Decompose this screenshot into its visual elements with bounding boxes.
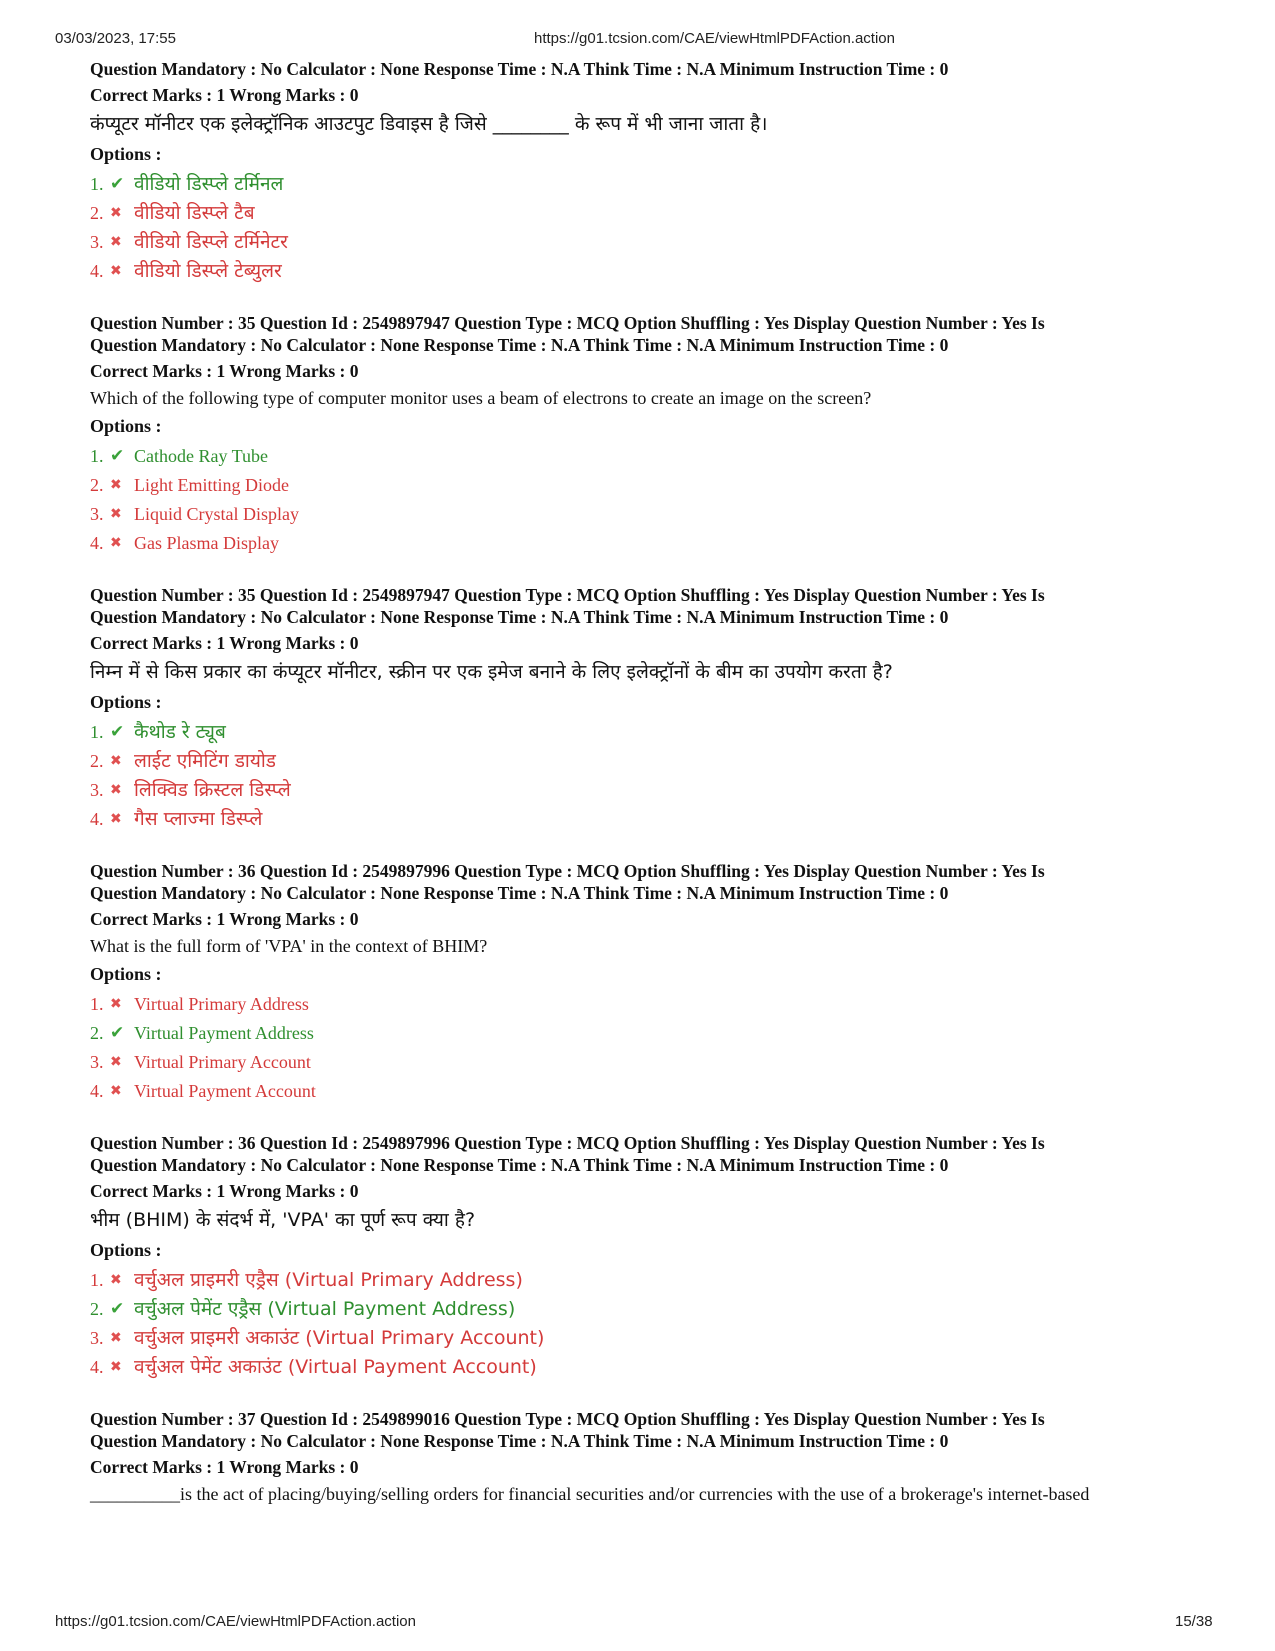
option-item bbox=[90, 776, 1200, 805]
question-meta-line: Question Mandatory : No Calculator : None Response Time : N.A Think Time : N.A Minimum Instruction Time : 0 bbox=[90, 1431, 949, 1451]
question-block bbox=[90, 584, 1200, 834]
option-number: 3. bbox=[90, 1328, 104, 1348]
option-number: 3. bbox=[90, 232, 104, 252]
option-text: वीडियो डिस्प्ले टेब्युलर bbox=[134, 260, 282, 282]
option-number: 1. bbox=[90, 722, 104, 742]
cross-icon: ✖ bbox=[110, 753, 122, 769]
page-number: 15/38 bbox=[1175, 1613, 1213, 1630]
cross-icon: ✖ bbox=[110, 1330, 122, 1346]
options-list bbox=[90, 718, 1200, 834]
question-meta-line: Question Number : 35 Question Id : 2549897947 Question Type : MCQ Option Shuffling : Yes Display Question Number : Yes Is bbox=[90, 585, 1045, 605]
cross-icon: ✖ bbox=[110, 477, 122, 493]
options-label: Options : bbox=[90, 1240, 162, 1260]
option-item bbox=[90, 1077, 1200, 1106]
option-text: गैस प्लाज्मा डिस्प्ले bbox=[134, 808, 263, 830]
marks-line: Correct Marks : 1 Wrong Marks : 0 bbox=[90, 1181, 359, 1201]
option-item bbox=[90, 529, 1200, 558]
option-number: 2. bbox=[90, 475, 104, 495]
options-list bbox=[90, 990, 1200, 1106]
option-item bbox=[90, 199, 1200, 228]
question-text: कंप्यूटर मॉनीटर एक इलेक्ट्रॉनिक आउटपुट डिवाइस है जिसे ________ के रूप में भी जाना जाता है। bbox=[90, 113, 768, 135]
marks-line: Correct Marks : 1 Wrong Marks : 0 bbox=[90, 1457, 359, 1477]
option-text: कैथोड रे ट्यूब bbox=[134, 721, 226, 743]
option-number: 1. bbox=[90, 1270, 104, 1290]
cross-icon: ✖ bbox=[110, 234, 122, 250]
option-text: Virtual Primary Address bbox=[134, 994, 309, 1014]
question-text: भीम (BHIM) के संदर्भ में, 'VPA' का पूर्ण रूप क्या है? bbox=[90, 1209, 476, 1231]
option-number: 4. bbox=[90, 1081, 104, 1101]
question-block-37 bbox=[90, 1408, 1200, 1506]
print-datetime: 03/03/2023, 17:55 bbox=[55, 30, 176, 47]
option-text: Liquid Crystal Display bbox=[134, 504, 299, 524]
cross-icon: ✖ bbox=[110, 782, 122, 798]
question-meta-line: Question Mandatory : No Calculator : None Response Time : N.A Think Time : N.A Minimum Instruction Time : 0 bbox=[90, 883, 949, 903]
checkmark-icon: ✔ bbox=[110, 446, 125, 466]
question-blocks bbox=[90, 312, 1200, 1382]
question-meta-line: Question Number : 35 Question Id : 2549897947 Question Type : MCQ Option Shuffling : Yes Display Question Number : Yes Is bbox=[90, 313, 1045, 333]
option-item bbox=[90, 1048, 1200, 1077]
option-item bbox=[90, 1019, 1200, 1048]
option-number: 1. bbox=[90, 174, 104, 194]
cross-icon: ✖ bbox=[110, 1272, 122, 1288]
question-meta-line: Question Mandatory : No Calculator : None Response Time : N.A Think Time : N.A Minimum Instruction Time : 0 bbox=[90, 59, 949, 79]
options-list bbox=[90, 442, 1200, 558]
option-number: 4. bbox=[90, 533, 104, 553]
option-number: 3. bbox=[90, 504, 104, 524]
marks-line: Correct Marks : 1 Wrong Marks : 0 bbox=[90, 909, 359, 929]
question-block bbox=[90, 312, 1200, 558]
option-number: 2. bbox=[90, 1023, 104, 1043]
option-text: Gas Plasma Display bbox=[134, 533, 279, 553]
question-meta-line: Question Mandatory : No Calculator : None Response Time : N.A Think Time : N.A Minimum Instruction Time : 0 bbox=[90, 1155, 949, 1175]
cross-icon: ✖ bbox=[110, 1359, 122, 1375]
option-text: Cathode Ray Tube bbox=[134, 446, 269, 466]
marks-line: Correct Marks : 1 Wrong Marks : 0 bbox=[90, 85, 359, 105]
checkmark-icon: ✔ bbox=[110, 174, 125, 194]
question-meta-line: Question Mandatory : No Calculator : None Response Time : N.A Think Time : N.A Minimum Instruction Time : 0 bbox=[90, 607, 949, 627]
options-label: Options : bbox=[90, 692, 162, 712]
options-label: Options : bbox=[90, 416, 162, 436]
option-text: वर्चुअल प्राइमरी अकाउंट (Virtual Primary Account) bbox=[134, 1327, 545, 1349]
options-list bbox=[90, 1266, 1200, 1382]
question-text: निम्न में से किस प्रकार का कंप्यूटर मॉनीटर, स्क्रीन पर एक इमेज बनाने के लिए इलेक्ट्रॉनों के बीम का उपयोग करता है? bbox=[90, 661, 893, 683]
option-item bbox=[90, 1353, 1200, 1382]
option-text: वीडियो डिस्प्ले टैब bbox=[134, 202, 255, 224]
option-item bbox=[90, 170, 1200, 199]
option-item bbox=[90, 500, 1200, 529]
checkmark-icon: ✔ bbox=[110, 1299, 125, 1319]
option-number: 1. bbox=[90, 994, 104, 1014]
question-block bbox=[90, 860, 1200, 1106]
option-text: वर्चुअल पेमेंट एड्रैस (Virtual Payment Address) bbox=[134, 1298, 516, 1320]
cross-icon: ✖ bbox=[110, 996, 122, 1012]
marks-line: Correct Marks : 1 Wrong Marks : 0 bbox=[90, 361, 359, 381]
question-meta-line: Question Number : 37 Question Id : 2549899016 Question Type : MCQ Option Shuffling : Yes Display Question Number : Yes Is bbox=[90, 1409, 1045, 1429]
checkmark-icon: ✔ bbox=[110, 1023, 125, 1043]
option-number: 3. bbox=[90, 1052, 104, 1072]
option-text: Light Emitting Diode bbox=[134, 475, 289, 495]
question-text: Which of the following type of computer monitor uses a beam of electrons to create an image on the screen? bbox=[90, 388, 872, 408]
option-item bbox=[90, 228, 1200, 257]
option-number: 4. bbox=[90, 1357, 104, 1377]
option-item bbox=[90, 257, 1200, 286]
cross-icon: ✖ bbox=[110, 205, 122, 221]
option-number: 4. bbox=[90, 261, 104, 281]
marks-line: Correct Marks : 1 Wrong Marks : 0 bbox=[90, 633, 359, 653]
option-number: 4. bbox=[90, 809, 104, 829]
option-text: लिक्विड क्रिस्टल डिस्प्ले bbox=[134, 779, 291, 801]
option-text: वीडियो डिस्प्ले टर्मिनेटर bbox=[134, 231, 288, 253]
option-item bbox=[90, 1266, 1200, 1295]
question-block-continued bbox=[90, 58, 1200, 286]
question-meta-line: Question Mandatory : No Calculator : None Response Time : N.A Think Time : N.A Minimum Instruction Time : 0 bbox=[90, 335, 949, 355]
checkmark-icon: ✔ bbox=[110, 722, 125, 742]
cross-icon: ✖ bbox=[110, 1083, 122, 1099]
options-list bbox=[90, 170, 1200, 286]
document-body bbox=[90, 58, 1200, 1532]
option-item bbox=[90, 1324, 1200, 1353]
cross-icon: ✖ bbox=[110, 263, 122, 279]
option-text: वीडियो डिस्प्ले टर्मिनल bbox=[134, 173, 284, 195]
options-label: Options : bbox=[90, 144, 162, 164]
option-number: 2. bbox=[90, 203, 104, 223]
option-number: 2. bbox=[90, 1299, 104, 1319]
cross-icon: ✖ bbox=[110, 535, 122, 551]
option-item bbox=[90, 747, 1200, 776]
option-item bbox=[90, 990, 1200, 1019]
option-text: वर्चुअल पेमेंट अकाउंट (Virtual Payment Account) bbox=[134, 1356, 537, 1378]
question-block bbox=[90, 1132, 1200, 1382]
option-item bbox=[90, 718, 1200, 747]
option-item bbox=[90, 442, 1200, 471]
option-text: Virtual Payment Account bbox=[134, 1081, 316, 1101]
option-number: 2. bbox=[90, 751, 104, 771]
print-url-footer: https://g01.tcsion.com/CAE/viewHtmlPDFAction.action bbox=[55, 1613, 416, 1630]
cross-icon: ✖ bbox=[110, 506, 122, 522]
cross-icon: ✖ bbox=[110, 1054, 122, 1070]
option-item bbox=[90, 471, 1200, 500]
option-text: Virtual Payment Address bbox=[134, 1023, 314, 1043]
option-number: 1. bbox=[90, 446, 104, 466]
option-text: वर्चुअल प्राइमरी एड्रैस (Virtual Primary Address) bbox=[134, 1269, 523, 1291]
option-number: 3. bbox=[90, 780, 104, 800]
print-url-header: https://g01.tcsion.com/CAE/viewHtmlPDFAction.action bbox=[534, 30, 895, 47]
cross-icon: ✖ bbox=[110, 811, 122, 827]
option-text: Virtual Primary Account bbox=[134, 1052, 311, 1072]
options-label: Options : bbox=[90, 964, 162, 984]
question-text: __________is the act of placing/buying/selling orders for financial securities and/or currencies with the use of a brokerage's internet-based bbox=[90, 1484, 1090, 1504]
option-item bbox=[90, 805, 1200, 834]
option-text: लाईट एमिटिंग डायोड bbox=[134, 750, 276, 772]
question-meta-line: Question Number : 36 Question Id : 2549897996 Question Type : MCQ Option Shuffling : Yes Display Question Number : Yes Is bbox=[90, 861, 1045, 881]
question-text: What is the full form of 'VPA' in the context of BHIM? bbox=[90, 936, 488, 956]
option-item bbox=[90, 1295, 1200, 1324]
question-meta-line: Question Number : 36 Question Id : 2549897996 Question Type : MCQ Option Shuffling : Yes Display Question Number : Yes Is bbox=[90, 1133, 1045, 1153]
